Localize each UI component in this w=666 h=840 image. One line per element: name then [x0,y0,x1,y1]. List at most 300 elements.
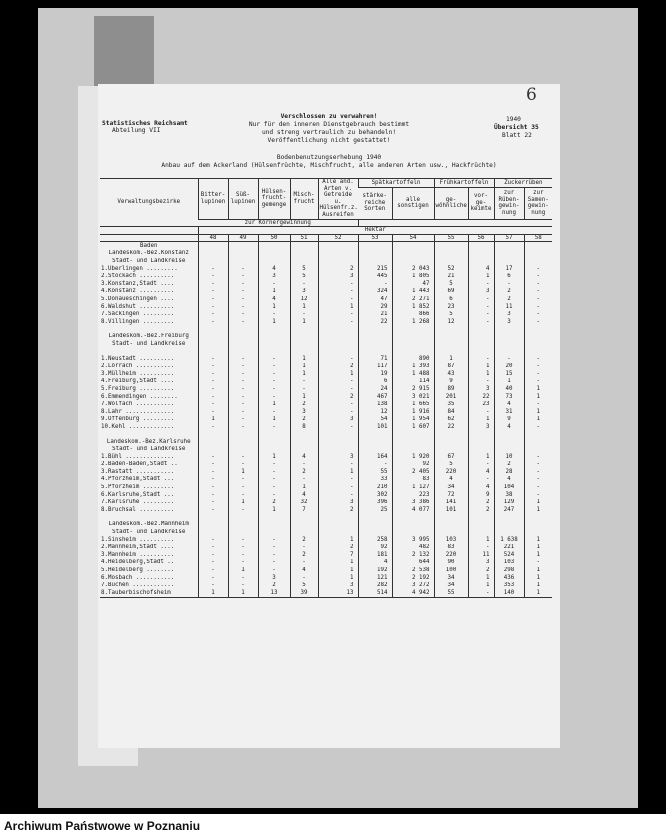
table-cell: 29 [358,303,392,311]
table-cell: - [524,491,552,499]
table-cell: 2 271 [392,296,434,304]
table-cell: 2 [258,582,290,590]
table-cell: - [318,491,358,499]
empty-cell [228,333,258,341]
col-number: 50 [258,234,290,242]
table-cell: - [228,265,258,273]
empty-cell [468,348,494,355]
table-cell: 1 [290,484,318,492]
table-cell: - [198,265,228,273]
col-number: 52 [318,234,358,242]
col-header: zur Rüben- gewin- nung [494,187,524,219]
table-cell: - [258,559,290,567]
table-cell: 141 [434,499,468,507]
empty-cell [358,326,392,333]
empty-cell [358,438,392,446]
table-cell: 2 [318,393,358,401]
table-cell: - [228,491,258,499]
table-cell: - [258,378,290,386]
empty-cell [198,258,228,266]
table-cell: 15 [494,370,524,378]
empty-cell [524,242,552,250]
table-cell: - [198,318,228,326]
table-cell: 514 [358,589,392,597]
table-cell: - [468,296,494,304]
empty-cell [392,250,434,258]
table-cell: - [228,484,258,492]
table-cell: 10 [494,453,524,461]
table-cell: 2 [494,296,524,304]
table-cell: 3 [468,559,494,567]
table-cell: 4 [468,468,494,476]
table-cell: - [228,296,258,304]
district-name: 3.Mannheim .......... [101,551,175,558]
empty-cell [290,521,318,529]
table-cell: - [198,506,228,514]
table-cell: 83 [392,476,434,484]
table-cell: - [290,280,318,288]
table-cell: 19 [358,370,392,378]
table-cell: - [228,363,258,371]
table-cell: 101 [358,423,392,431]
empty-cell [198,438,228,446]
table-cell: 47 [358,296,392,304]
archive-name: Archiwum Państwowe w Poznaniu [4,819,201,833]
table-cell: - [290,574,318,582]
table-cell: 2 [290,551,318,559]
table-cell: 9 [434,378,468,386]
spacer-row [100,348,552,355]
group-header-spaetkartoffeln: Spätkartoffeln [358,179,434,188]
table-cell: 436 [494,574,524,582]
empty-cell [198,348,228,355]
table-cell: 3 [468,423,494,431]
empty-cell [434,258,468,266]
empty-cell [290,529,318,537]
empty-cell [392,333,434,341]
table-cell: - [228,476,258,484]
table-cell: - [524,423,552,431]
district-name: 5.Freiburg .......... [101,385,175,392]
table-cell: - [318,296,358,304]
empty-cell [524,431,552,438]
table-cell: 43 [434,370,468,378]
table-cell: - [290,461,318,469]
empty-cell [494,333,524,341]
survey-title: Bodenbenutzungserhebung 1940 [276,154,382,161]
table-cell: - [524,468,552,476]
spacer-row [100,326,552,333]
empty-cell [468,521,494,529]
table-cell: - [198,499,228,507]
empty-cell [434,521,468,529]
table-cell: - [228,536,258,544]
table-cell: - [468,544,494,552]
empty-cell [434,340,468,348]
table-cell: 1 954 [392,416,434,424]
table-cell: 210 [358,484,392,492]
district-name: 6.Karlsruhe,Stadt ... [101,491,175,498]
table-cell: - [290,544,318,552]
table-cell: 104 [494,484,524,492]
table-row [100,416,552,424]
table-row [100,401,552,409]
table-cell: - [318,378,358,386]
table-cell: 3 021 [392,393,434,401]
table-cell: - [258,544,290,552]
table-cell: - [198,491,228,499]
table-cell: - [258,393,290,401]
table-row [100,567,552,575]
empty-cell [494,258,524,266]
table-cell: 87 [434,363,468,371]
table-cell: 1 [228,499,258,507]
empty-cell [258,242,290,250]
table-cell: 117 [358,363,392,371]
district-name: 10.Kehl ............. [101,423,175,430]
empty-cell [228,348,258,355]
empty-cell [198,333,228,341]
district-name: 8.Villingen ......... [101,318,175,325]
table-cell: 1 [524,589,552,597]
empty-cell [290,333,318,341]
table-cell: 1 [228,589,258,597]
table-cell: 1 [434,355,468,363]
subheading-text: Stadt- und Landkreise [112,529,186,536]
empty-cell [392,446,434,454]
table-cell: 62 [434,416,468,424]
table-cell: 1 [468,416,494,424]
table-cell: - [524,370,552,378]
table-cell: - [258,311,290,319]
table-cell: - [524,484,552,492]
district-name: 1.Sinsheim .......... [101,536,175,543]
table-cell: 524 [494,551,524,559]
table-cell: 1 [318,303,358,311]
empty-cell [358,446,392,454]
empty-cell [198,514,228,521]
table-cell: 1 [258,453,290,461]
table-cell: 22 [434,423,468,431]
empty-cell [358,340,392,348]
district-name: 2.Stockach .......... [101,273,175,280]
year: 1940 [506,116,521,123]
empty-cell [290,438,318,446]
empty-cell [290,250,318,258]
table-cell: 3 [318,273,358,281]
table-cell: 3 [468,288,494,296]
table-cell: 114 [392,378,434,386]
empty-cell [494,431,524,438]
table-cell: - [524,401,552,409]
district-name: 7.Buchen ............ [101,582,175,589]
table-cell: 54 [358,416,392,424]
table-cell: - [228,544,258,552]
table-cell: 2 [468,499,494,507]
table-row [100,288,552,296]
table-cell: - [228,408,258,416]
table-cell: 4 [290,567,318,575]
table-cell: 1 [524,567,552,575]
table-cell: 1 [318,370,358,378]
table-cell: 20 [494,363,524,371]
table-cell: 2 [468,567,494,575]
table-cell: 1 [524,408,552,416]
empty-cell [318,529,358,537]
empty-cell [198,446,228,454]
empty-cell [100,234,198,242]
table-cell: - [358,280,392,288]
empty-cell [392,258,434,266]
table-cell: 192 [358,567,392,575]
table-cell: 445 [358,273,392,281]
notice-line-1: Verschlossen zu verwahren! [280,113,378,120]
district-name: 1.Bühl .............. [101,453,175,460]
table-cell: 2 [318,506,358,514]
archive-footer [0,814,666,840]
table-cell: - [524,303,552,311]
table-cell: 221 [494,544,524,552]
empty-cell [290,242,318,250]
table-cell: 298 [494,567,524,575]
col-header-region: Verwaltungsbezirke [100,179,198,227]
table-cell: - [290,311,318,319]
district-name: 8.Lahr .............. [101,408,175,415]
table-cell: - [198,401,228,409]
empty-cell [318,326,358,333]
empty-cell [468,514,494,521]
empty-cell [358,258,392,266]
empty-cell [434,438,468,446]
table-cell: 1 [290,355,318,363]
empty-cell [258,431,290,438]
table-cell: 6 [358,378,392,386]
district-name: 7.Wolfach ........... [101,401,175,408]
table-cell: - [318,408,358,416]
table-cell: 1 [228,468,258,476]
empty-cell [318,521,358,529]
table-cell: - [258,408,290,416]
subheading-row [100,340,552,348]
table-cell: - [198,311,228,319]
table-cell: 4 [468,265,494,273]
table-cell: 258 [358,536,392,544]
table-cell: 6 [494,273,524,281]
empty-cell [392,340,434,348]
empty-cell [434,431,468,438]
group-header-zuckerrueben: Zuckerrüben [494,179,552,188]
survey-subtitle: Anbau auf dem Ackerland (Hülsenfrüchte, Mischfrucht, alle anderen Arten usw., Hackfrüchte) [161,162,497,169]
subnote-koernergewinnung: zur Körnergewinnung [198,219,358,227]
table-cell: - [198,288,228,296]
group-header-fruehkartoffeln: Frühkartoffeln [434,179,494,188]
empty-cell [358,521,392,529]
table-cell: 12 [290,296,318,304]
table-cell: - [228,355,258,363]
region-name: Landeskom.-Bez.Konstanz [108,250,189,257]
table-cell: 5 [434,280,468,288]
table-cell: - [228,273,258,281]
table-cell: - [198,355,228,363]
table-cell: 22 [358,318,392,326]
empty-cell [318,431,358,438]
table-cell: 17 [494,265,524,273]
table-cell: - [290,378,318,386]
table-cell: 1 [318,468,358,476]
table-cell: - [228,401,258,409]
table-cell: 103 [434,536,468,544]
district-name: 7.Karlsruhe ......... [101,499,175,506]
table-cell: - [524,311,552,319]
table-cell: 4 942 [392,589,434,597]
district-name: 3.Rastatt ........... [101,468,175,475]
table-cell: 13 [318,589,358,597]
table-cell: 1 [468,536,494,544]
table-cell: - [318,288,358,296]
empty-cell [318,438,358,446]
table-cell: 24 [358,385,392,393]
col-number: 48 [198,234,228,242]
district-name: 4.Konstanz .......... [101,288,175,295]
table-cell: - [228,393,258,401]
table-row [100,311,552,319]
empty-cell [358,333,392,341]
district-name: 2.Baden-Baden,Stadt .. [101,461,178,468]
table-cell: - [198,303,228,311]
empty-cell [468,446,494,454]
table-cell: 3 [290,408,318,416]
empty-cell [468,431,494,438]
empty-cell [494,348,524,355]
table-cell: 12 [434,318,468,326]
table-cell: 247 [494,506,524,514]
table-cell: - [258,370,290,378]
table-cell: 92 [392,461,434,469]
table-cell: - [228,423,258,431]
table-cell: 1 [290,393,318,401]
empty-cell [318,333,358,341]
table-cell: 34 [434,574,468,582]
empty-cell [358,529,392,537]
empty-cell [392,514,434,521]
table-cell: 9 [468,491,494,499]
table-cell: 482 [392,544,434,552]
table-cell: 7 [318,551,358,559]
table-cell: - [318,461,358,469]
empty-cell [434,529,468,537]
table-cell: - [228,453,258,461]
region-heading-row [100,250,552,258]
table-row [100,296,552,304]
table-cell: 201 [434,393,468,401]
table-cell: - [524,363,552,371]
table-cell: 1 [468,363,494,371]
empty-cell [198,431,228,438]
empty-cell [228,326,258,333]
table-cell: 353 [494,582,524,590]
empty-cell [468,242,494,250]
table-cell: - [198,370,228,378]
empty-cell [524,446,552,454]
table-cell: - [258,461,290,469]
empty-cell [258,326,290,333]
empty-cell [358,348,392,355]
table-cell: 1 852 [392,303,434,311]
table-cell: 39 [290,589,318,597]
table-cell: 1 [524,416,552,424]
table-cell: - [228,303,258,311]
col-header: Bitter- lupinen [198,179,228,220]
empty-cell [290,340,318,348]
table-cell: 3 272 [392,582,434,590]
table-row [100,468,552,476]
table-cell: 2 915 [392,385,434,393]
table-cell: 2 [318,544,358,552]
empty-cell [258,529,290,537]
table-cell: 2 [290,401,318,409]
empty-cell [434,250,468,258]
empty-cell [228,242,258,250]
table-row [100,453,552,461]
empty-cell [524,340,552,348]
table-cell: 11 [468,551,494,559]
table-cell: 47 [392,280,434,288]
table-cell: - [468,408,494,416]
empty-cell [318,242,358,250]
table-row [100,551,552,559]
table-cell: 1 [524,574,552,582]
table-cell: 1 [228,567,258,575]
table-cell: - [524,296,552,304]
empty-cell [434,333,468,341]
table-cell: 4 [358,559,392,567]
table-cell: - [494,355,524,363]
empty-cell [494,529,524,537]
table-row [100,536,552,544]
table-row [100,491,552,499]
table-cell: - [524,476,552,484]
table-cell: - [524,453,552,461]
col-number: 54 [392,234,434,242]
table-cell: 1 [318,574,358,582]
table-cell: 1 [468,453,494,461]
table-cell: 28 [494,468,524,476]
district-name: 8.Tauberbischofsheim [100,589,198,597]
statistics-table [100,178,552,598]
table-cell: 52 [434,265,468,273]
empty-cell [228,529,258,537]
table-cell: - [198,385,228,393]
table-cell: 3 [318,453,358,461]
table-cell: - [258,536,290,544]
table-cell: - [468,476,494,484]
empty-cell [468,340,494,348]
table-cell: 302 [358,491,392,499]
empty-cell [468,326,494,333]
table-cell: 866 [392,311,434,319]
table-cell: - [198,468,228,476]
table-cell: - [198,582,228,590]
table-cell: 4 [434,476,468,484]
table-cell: - [258,280,290,288]
table-row [100,363,552,371]
table-cell: - [524,559,552,567]
table-cell: - [228,385,258,393]
empty-cell [228,514,258,521]
table-cell: - [228,574,258,582]
table-cell: 89 [434,385,468,393]
table-cell: - [198,423,228,431]
